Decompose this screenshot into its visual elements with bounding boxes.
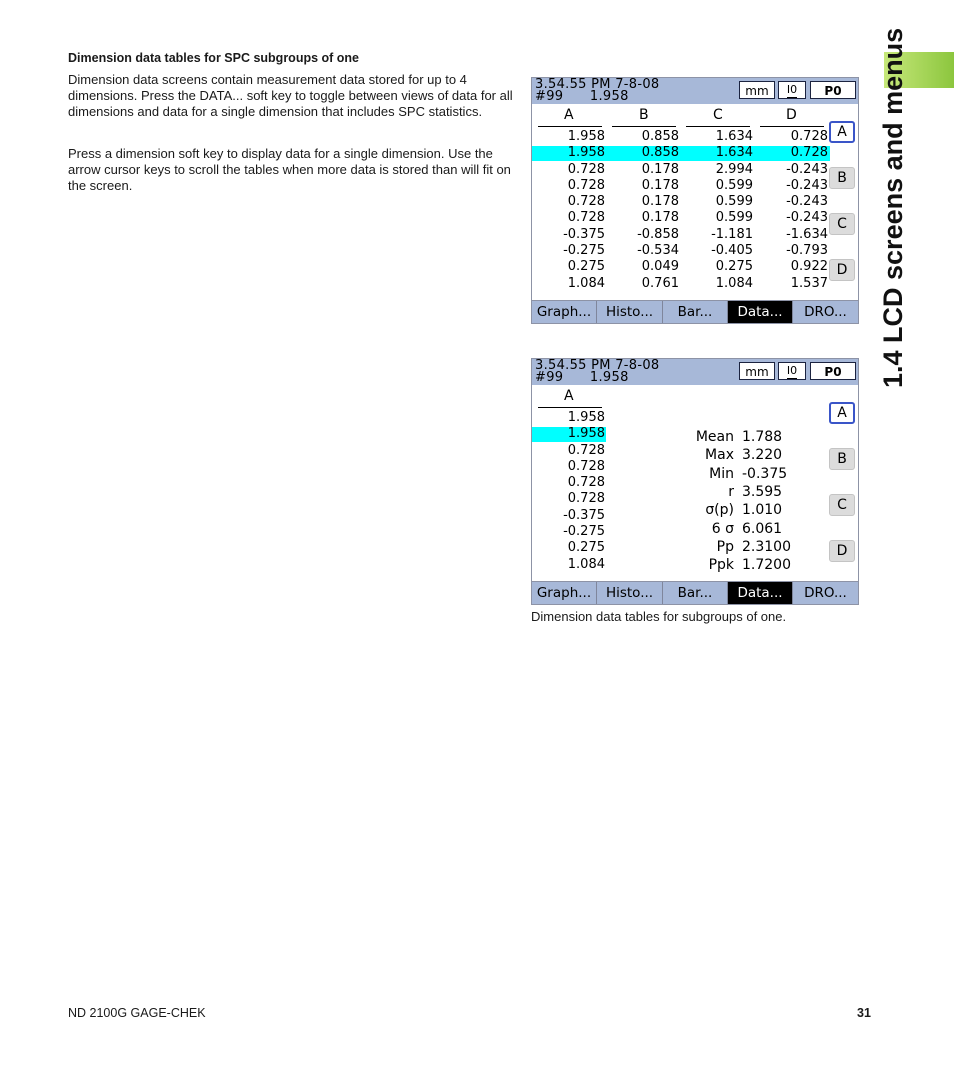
dimension-key-b[interactable]: B bbox=[829, 448, 855, 470]
dimension-key-c[interactable]: C bbox=[829, 213, 855, 235]
figure-caption: Dimension data tables for subgroups of one. bbox=[531, 609, 787, 624]
table-cell: 0.178 bbox=[641, 210, 679, 226]
table-cell: -0.375 bbox=[563, 507, 605, 523]
table-cell: -0.534 bbox=[637, 243, 679, 259]
table-cell: 0.599 bbox=[715, 194, 753, 210]
table-cell: 0.178 bbox=[641, 177, 679, 193]
table-cell: 1.634 bbox=[715, 145, 753, 161]
table-cell: 0.728 bbox=[567, 458, 605, 474]
stat-value: 3.595 bbox=[742, 483, 783, 500]
softkey-bar-chart[interactable]: Bar... bbox=[663, 301, 728, 324]
softkey-bar bbox=[532, 300, 858, 324]
column-header-a: A bbox=[564, 388, 574, 404]
sample-readout: #99 1.958 bbox=[535, 370, 629, 385]
table-cell: 0.858 bbox=[641, 145, 679, 161]
table-cell: 1.958 bbox=[567, 426, 605, 442]
stat-value: 6.061 bbox=[742, 520, 783, 537]
table-cell: -0.275 bbox=[563, 243, 605, 259]
softkey-dro[interactable]: DRO... bbox=[804, 585, 847, 601]
stat-value: 2.3100 bbox=[742, 538, 791, 555]
time-readout: 3.54.55 PM 7-8-08 bbox=[535, 77, 660, 92]
stat-label: 6 σ bbox=[711, 520, 734, 537]
table-cell: 2.994 bbox=[715, 161, 753, 177]
unit-indicator: mm bbox=[739, 362, 775, 380]
stat-row bbox=[682, 429, 822, 447]
table-cell: 0.275 bbox=[715, 259, 753, 275]
column-header-b: B bbox=[639, 107, 649, 123]
table-cell: 0.922 bbox=[790, 259, 828, 275]
stat-row bbox=[682, 484, 822, 502]
stat-row bbox=[682, 521, 822, 539]
table-cell: -1.634 bbox=[786, 226, 828, 242]
table-cell: 1.634 bbox=[715, 129, 753, 144]
table-cell: 1.537 bbox=[790, 275, 828, 291]
table-cell: 0.761 bbox=[641, 275, 679, 291]
stat-value: -0.375 bbox=[742, 465, 788, 482]
table-cell: -0.405 bbox=[711, 243, 753, 259]
table-cell: -0.243 bbox=[786, 210, 828, 226]
lcd-screen-all-dimensions bbox=[531, 77, 859, 324]
table-cell: 1.958 bbox=[567, 145, 605, 161]
stat-label: r bbox=[728, 483, 734, 500]
table-cell: 0.728 bbox=[567, 442, 605, 458]
column-divider bbox=[538, 126, 602, 127]
stat-label: Ppk bbox=[708, 557, 734, 574]
table-cell: 0.599 bbox=[715, 177, 753, 193]
table-cell: 0.275 bbox=[567, 540, 605, 556]
table-cell: -0.243 bbox=[786, 177, 828, 193]
column-divider bbox=[612, 126, 676, 127]
softkey-data[interactable]: Data... bbox=[728, 301, 793, 324]
stat-value: 3.220 bbox=[742, 447, 783, 464]
stat-row bbox=[682, 539, 822, 557]
sample-readout: #99 1.958 bbox=[535, 89, 629, 104]
paragraph-1: Dimension data screens contain measurement data stored for up to 4 dimensions. Press the DATA... soft key to toggle between views of data for all dimensions and data for a single dimension that includes SPC statistics. bbox=[68, 72, 513, 119]
column-divider bbox=[760, 126, 824, 127]
table-cell: -0.275 bbox=[563, 524, 605, 540]
footer-product-name: ND 2100G GAGE-CHEK bbox=[68, 1006, 206, 1020]
softkey-dro[interactable]: DRO... bbox=[804, 304, 847, 320]
column-divider bbox=[538, 407, 602, 408]
table-cell: 1.084 bbox=[567, 275, 605, 291]
dimension-key-c[interactable]: C bbox=[829, 494, 855, 516]
table-cell: -1.181 bbox=[711, 226, 753, 242]
softkey-histo[interactable]: Histo... bbox=[597, 301, 663, 324]
column-header-a: A bbox=[564, 107, 574, 123]
stat-label: Pp bbox=[716, 538, 734, 555]
stat-label: σ(p) bbox=[705, 502, 734, 519]
softkey-data[interactable]: Data... bbox=[728, 582, 793, 605]
stat-value: 1.7200 bbox=[742, 557, 791, 574]
data-column-c bbox=[683, 129, 753, 292]
preset-indicator: P0 bbox=[810, 81, 856, 99]
softkey-bar bbox=[532, 581, 858, 605]
stat-label: Min bbox=[709, 465, 734, 482]
column-header-d: D bbox=[786, 107, 797, 123]
data-column-d bbox=[758, 129, 828, 292]
table-cell: 1.084 bbox=[715, 275, 753, 291]
table-cell: 0.728 bbox=[567, 194, 605, 210]
dimension-key-b[interactable]: B bbox=[829, 167, 855, 189]
softkey-graph[interactable]: Graph... bbox=[532, 582, 597, 605]
unit-indicator: mm bbox=[739, 81, 775, 99]
time-readout: 3.54.55 PM 7-8-08 bbox=[535, 358, 660, 373]
io-label: I0 bbox=[786, 364, 798, 377]
table-cell: 0.728 bbox=[790, 145, 828, 161]
io-label: I0 bbox=[786, 83, 798, 96]
page-number: 31 bbox=[857, 1006, 871, 1020]
lcd-screen-single-dimension bbox=[531, 358, 859, 605]
table-cell: 0.858 bbox=[641, 129, 679, 144]
table-cell: 0.728 bbox=[567, 161, 605, 177]
table-cell: 1.084 bbox=[567, 556, 605, 572]
data-column-a bbox=[535, 410, 605, 573]
table-cell: 1.958 bbox=[567, 410, 605, 425]
table-cell: -0.243 bbox=[786, 161, 828, 177]
stat-value: 1.010 bbox=[742, 502, 783, 519]
dimension-key-a[interactable]: A bbox=[829, 121, 855, 143]
io-indicator bbox=[778, 362, 806, 380]
column-header-c: C bbox=[713, 107, 723, 123]
table-cell: 0.728 bbox=[567, 177, 605, 193]
table-cell: -0.243 bbox=[786, 194, 828, 210]
table-cell: 0.599 bbox=[715, 210, 753, 226]
table-cell: 0.178 bbox=[641, 161, 679, 177]
softkey-histo[interactable]: Histo... bbox=[597, 582, 663, 605]
section-heading: Dimension data tables for SPC subgroups of one bbox=[68, 51, 360, 65]
table-cell: 0.728 bbox=[567, 210, 605, 226]
softkey-graph[interactable]: Graph... bbox=[532, 301, 597, 324]
dimension-key-d[interactable]: D bbox=[829, 540, 855, 562]
paragraph-2: Press a dimension soft key to display data for a single dimension. Use the arrow cursor keys to scroll the tables when more data is stored than will fit on the screen. bbox=[68, 146, 511, 193]
table-cell: -0.375 bbox=[563, 226, 605, 242]
stat-row bbox=[682, 447, 822, 465]
data-column-a bbox=[535, 129, 605, 292]
lcd-header bbox=[532, 359, 858, 385]
dimension-key-a[interactable]: A bbox=[829, 402, 855, 424]
table-cell: 0.728 bbox=[567, 475, 605, 491]
softkey-bar-chart[interactable]: Bar... bbox=[663, 582, 728, 605]
data-column-b bbox=[609, 129, 679, 292]
stat-row bbox=[682, 502, 822, 520]
stat-label: Max bbox=[705, 447, 734, 464]
dimension-key-d[interactable]: D bbox=[829, 259, 855, 281]
stat-row bbox=[682, 466, 822, 484]
table-cell: 0.275 bbox=[567, 259, 605, 275]
stat-row bbox=[682, 557, 822, 575]
table-cell: 0.728 bbox=[567, 491, 605, 507]
side-section-title: 1.4 LCD screens and menus bbox=[878, 27, 908, 388]
preset-indicator: P0 bbox=[810, 362, 856, 380]
table-cell: -0.793 bbox=[786, 243, 828, 259]
stat-label: Mean bbox=[695, 429, 734, 445]
table-cell: 0.178 bbox=[641, 194, 679, 210]
table-cell: 0.049 bbox=[641, 259, 679, 275]
table-cell: 0.728 bbox=[790, 129, 828, 144]
column-divider bbox=[686, 126, 750, 127]
stat-value: 1.788 bbox=[742, 429, 783, 445]
table-cell: -0.858 bbox=[637, 226, 679, 242]
io-indicator bbox=[778, 81, 806, 99]
table-cell: 1.958 bbox=[567, 129, 605, 144]
lcd-header bbox=[532, 78, 858, 104]
